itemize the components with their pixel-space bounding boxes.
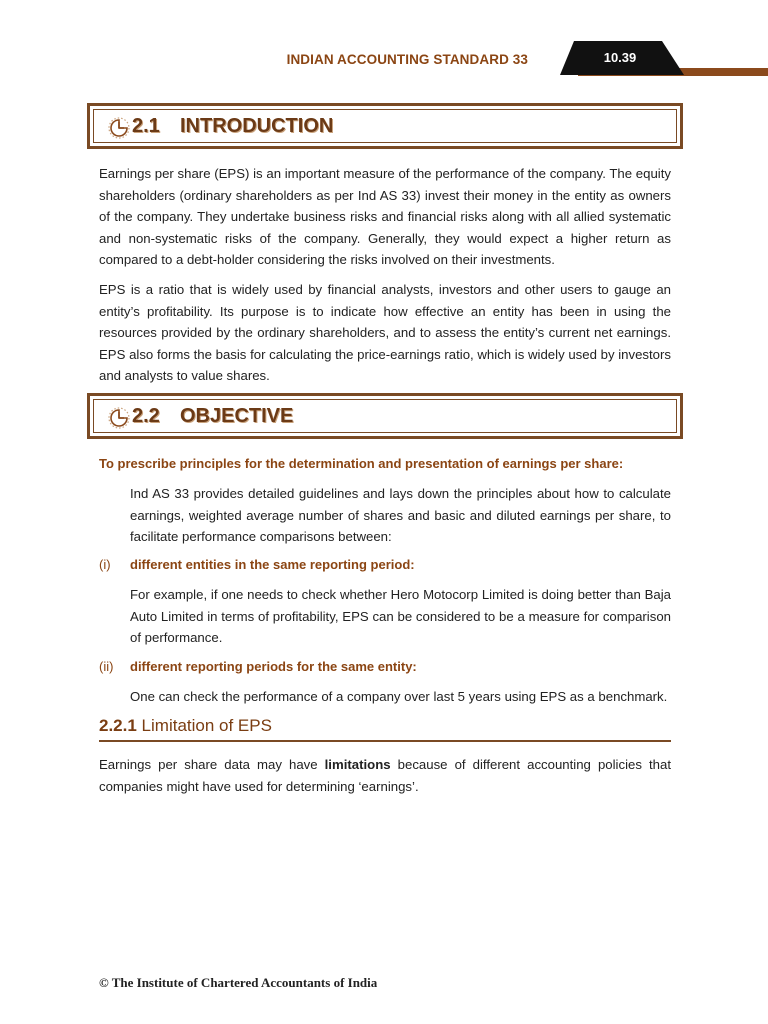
- section-number: 2.1: [132, 115, 160, 137]
- page-number: 10.39: [603, 50, 637, 65]
- clock-icon: [104, 404, 134, 432]
- section-title-objective: [132, 405, 293, 428]
- section-title-text: INTRODUCTION: [180, 115, 334, 137]
- subsection-title: [99, 716, 272, 736]
- objective-intro: Ind AS 33 provides detailed guidelines and lays down the principles about how to calculate earnings, weighted average number of shares and basic and diluted earnings per share, to facilitate performance comparisons between:: [130, 486, 671, 544]
- intro-paragraph-2: EPS is a ratio that is widely used by financial analysts, investors and other users to gauge an entity’s profitability. Its purpose is to indicate how effective an entity has been in using the resources provided by the ordinary shareholders, and to assess the entity’s current net earnings. EPS also forms the basis for calculating the price-earnings ratio, which is widely used by investors and analysts to value shares.: [99, 282, 671, 383]
- clock-icon: [104, 114, 134, 142]
- list-heading-ii: different reporting periods for the same entity:: [130, 659, 417, 674]
- subsection-rule: [99, 740, 671, 742]
- section-heading-box-introduction: [87, 103, 683, 149]
- running-header-title: INDIAN ACCOUNTING STANDARD 33: [286, 52, 528, 67]
- limitation-text-start: Earnings per share data may have: [99, 757, 325, 772]
- limitation-text-end: because of different accounting policies that companies might have used for determining ‘earnings’.: [99, 757, 671, 794]
- section-heading-box-objective: [87, 393, 683, 439]
- limitation-paragraph: [99, 754, 671, 797]
- list-marker-i: (i): [99, 557, 111, 572]
- list-text-ii: One can check the performance of a company over last 5 years using EPS as a benchmark.: [130, 689, 668, 704]
- section-number: 2.2: [132, 405, 160, 427]
- list-marker-ii: (ii): [99, 659, 114, 674]
- section-title-text: OBJECTIVE: [180, 405, 294, 427]
- limitation-keyword: limitations: [324, 757, 391, 772]
- list-heading-i: different entities in the same reporting period:: [130, 557, 415, 572]
- section-title-introduction: [132, 115, 333, 138]
- intro-paragraph-1: Earnings per share (EPS) is an important measure of the performance of the company. The equity shareholders (ordinary shareholders as per Ind AS 33) invest their money in the entity as owners of the company. They undertake business risks and financial risks along with all allied systematic and non-systematic risks of the company. Generally, they would expect a higher return as compared to a debt-holder considering the risks involved on their investments.: [99, 166, 671, 267]
- list-text-i: For example, if one needs to check whether Hero Motocorp Limited is doing better than Baja Auto Limited in terms of profitability, EPS can be considered to be a measure for comparison of performance.: [130, 587, 671, 645]
- subsection-number: 2.2.1: [99, 716, 137, 735]
- objective-lead: To prescribe principles for the determination and presentation of earnings per share:: [99, 456, 624, 471]
- footer-copyright: © The Institute of Chartered Accountants of India: [99, 975, 378, 990]
- subsection-title-text: Limitation of EPS: [141, 716, 272, 735]
